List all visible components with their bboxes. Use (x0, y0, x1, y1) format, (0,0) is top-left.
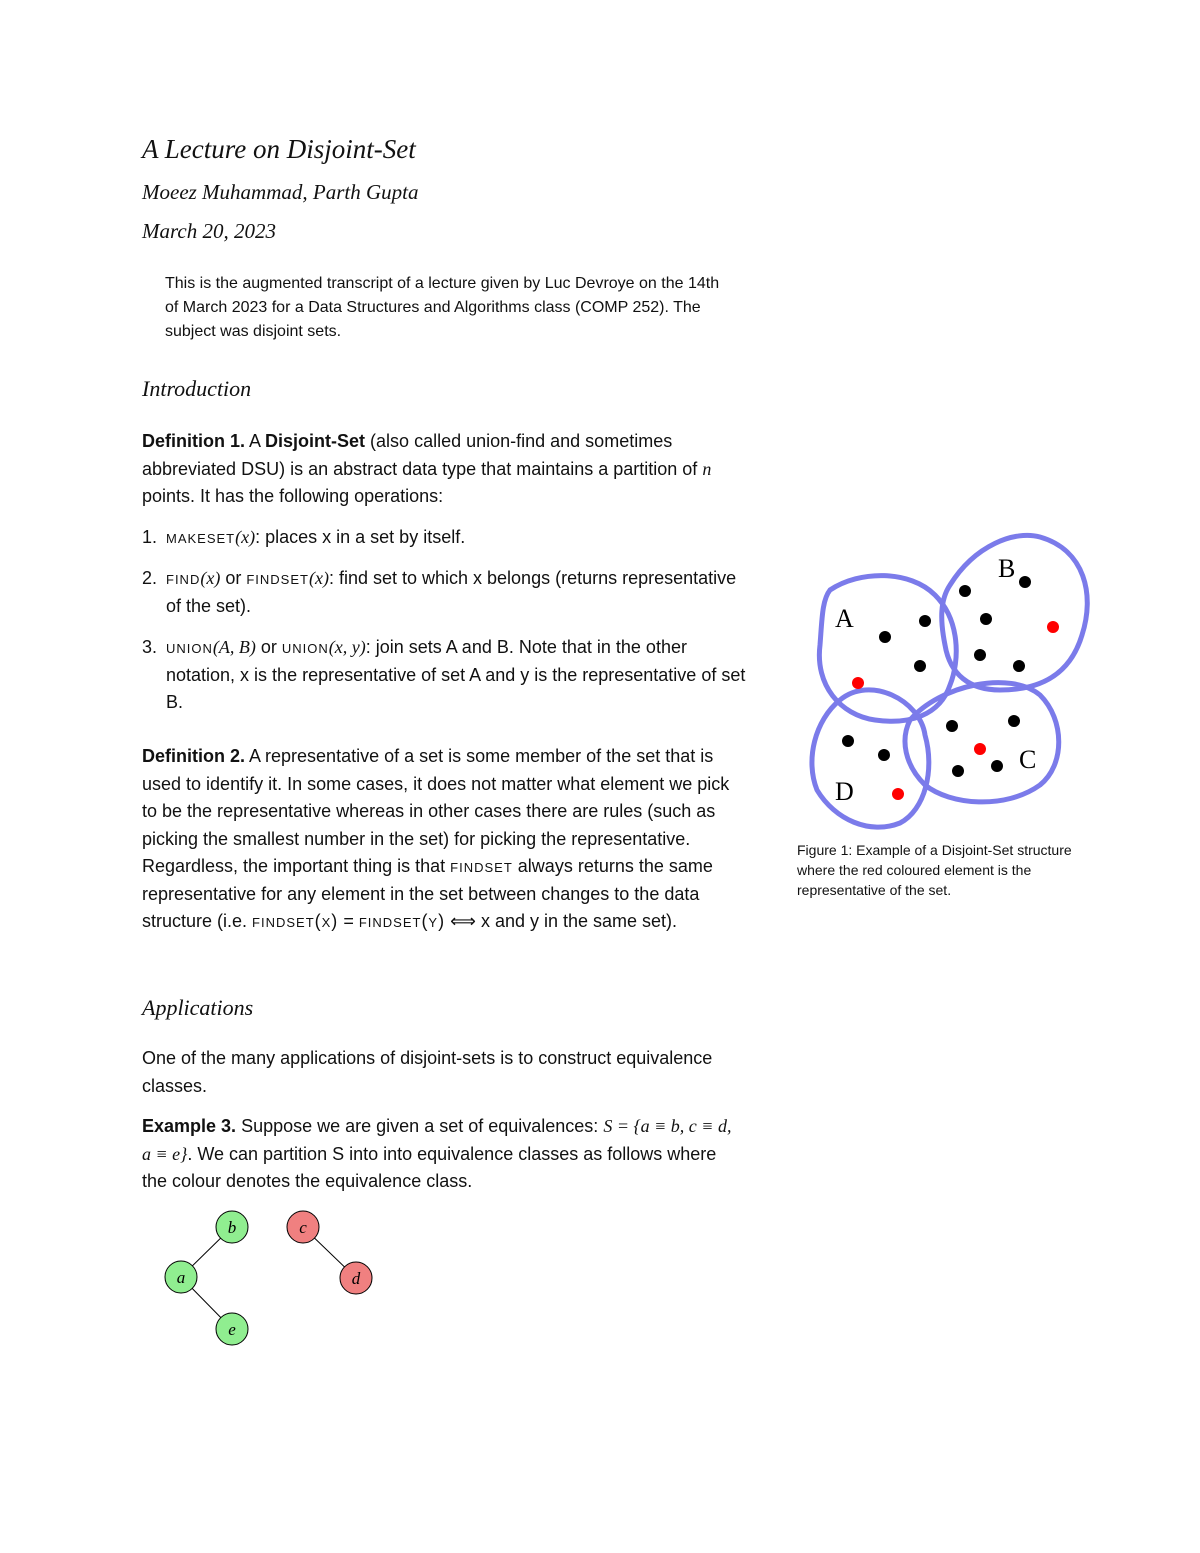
op-arg: (A, B) (212, 637, 256, 657)
node-label: e (228, 1320, 236, 1339)
definition-1 (142, 428, 748, 511)
set-label-a: A (835, 604, 854, 633)
def2-text3: x and y in the same set). (475, 911, 678, 931)
set-member (879, 631, 891, 643)
paper-title: A Lecture on Disjoint-Set (142, 134, 416, 164)
tree-node-a (165, 1261, 197, 1293)
set-label-b: B (998, 554, 1016, 583)
example-math: S = {a ≡ b, c ≡ d, a ≡ e} (142, 1116, 732, 1164)
set-member (919, 615, 931, 627)
tree-node-e (216, 1313, 248, 1345)
section-introduction: Introduction (142, 376, 252, 401)
op-num: 1. (142, 527, 158, 547)
op-arg: (x) (235, 527, 256, 547)
def1-n: n (702, 458, 712, 479)
tree-node-d (340, 1262, 372, 1294)
op-num: 3. (142, 637, 158, 657)
definition-2 (142, 743, 748, 936)
set-member (980, 613, 992, 625)
def2-eq-rhs: findset(y) (358, 911, 446, 931)
abstract: This is the augmented transcript of a lecture given by Luc Devroye on the 14th of March 2023 for a Data Structures and Algorithms class (COMP 252). The subject was disjoint sets. (165, 275, 720, 340)
set-member (878, 749, 890, 761)
set-member (974, 649, 986, 661)
equivalence-trees (150, 1200, 400, 1360)
example-text2: . We can partition S into into equivalence classes as follows where the colour denotes the equivalence class. (142, 1143, 717, 1191)
tree-node-c (287, 1211, 319, 1243)
tree-node-b (216, 1211, 248, 1243)
disjoint-set-figure (800, 525, 1100, 835)
op-arg-2: (x, y) (328, 637, 366, 657)
iff-symbol: ⟺ (450, 911, 476, 931)
definition-2-label: Definition 2. (142, 746, 245, 766)
op-name: find (166, 568, 201, 588)
def2-eq-mid: = (338, 911, 359, 931)
set-member (914, 660, 926, 672)
node-label: d (351, 1269, 361, 1288)
def1-pre: A (249, 431, 266, 451)
op-name: union (166, 637, 213, 657)
def2-findset: findset (450, 856, 513, 876)
op-name-2: findset (246, 568, 309, 588)
op-list-item (142, 524, 746, 552)
paper-authors: Moeez Muhammad, Parth Gupta (142, 180, 419, 204)
def1-text1: (also called union-find and sometimes abbreviated DSU) is an abstract data type that maintains a partition of (142, 431, 703, 479)
set-member (1013, 660, 1025, 672)
op-mid: or (255, 637, 282, 657)
def2-eq-lhs: findset(x) (252, 911, 339, 931)
op-arg: (x) (200, 568, 221, 588)
def2-text1: A representative of a set is some member of the set that is used to identify it. In some cases, it does not matter what element we pick to be the representative whereas in other cases there are rules (such as picking the smallest number in the set) for picking the representative. Regardless, the important thing is that (142, 746, 730, 876)
definition-1-label: Definition 1. (142, 431, 245, 451)
op-text: : places x in a set by itself. (255, 527, 466, 547)
node-label: a (176, 1268, 186, 1287)
op-list-item (142, 634, 746, 717)
section-applications: Applications (142, 995, 254, 1020)
example-3 (142, 1113, 742, 1196)
set-member (1019, 576, 1031, 588)
set-outline-d (812, 690, 929, 827)
set-label-c: C (1019, 745, 1037, 774)
op-mid: or (220, 568, 247, 588)
applications-paragraph: One of the many applications of disjoint-sets is to construct equivalence classes. (142, 1048, 713, 1096)
node-label: c (299, 1218, 307, 1237)
definition-1-term: Disjoint-Set (265, 431, 366, 451)
op-name-2: union (281, 637, 329, 657)
op-name: makeset (166, 527, 236, 547)
set-representative-b (1047, 621, 1059, 633)
op-list-item (142, 565, 746, 620)
example-text1: Suppose we are given a set of equivalences: (241, 1116, 604, 1136)
example-3-label: Example 3. (142, 1116, 237, 1136)
def1-text2: points. It has the following operations: (142, 486, 444, 506)
set-member (842, 735, 854, 747)
set-member (1008, 715, 1020, 727)
figure-caption: Figure 1: Example of a Disjoint-Set structure where the red coloured element is the representative of the set. (797, 842, 1072, 898)
set-member (952, 765, 964, 777)
set-representative-c (974, 743, 986, 755)
def2-text2: always returns the same representative for any element in the set between changes to the data structure (i.e. (142, 856, 713, 931)
node-label: b (227, 1218, 237, 1237)
set-member (991, 760, 1003, 772)
op-arg-2: (x) (308, 568, 329, 588)
op-text: : join sets A and B. Note that in the other notation, x is the representative of set A and y is the representative of set B. (166, 637, 746, 712)
set-representative-d (892, 788, 904, 800)
op-num: 2. (142, 568, 158, 588)
paper-date: March 20, 2023 (142, 219, 276, 243)
op-text: : find set to which x belongs (returns representative of the set). (166, 568, 737, 616)
set-representative-a (852, 677, 864, 689)
set-member (946, 720, 958, 732)
set-label-d: D (835, 777, 854, 806)
set-member (959, 585, 971, 597)
